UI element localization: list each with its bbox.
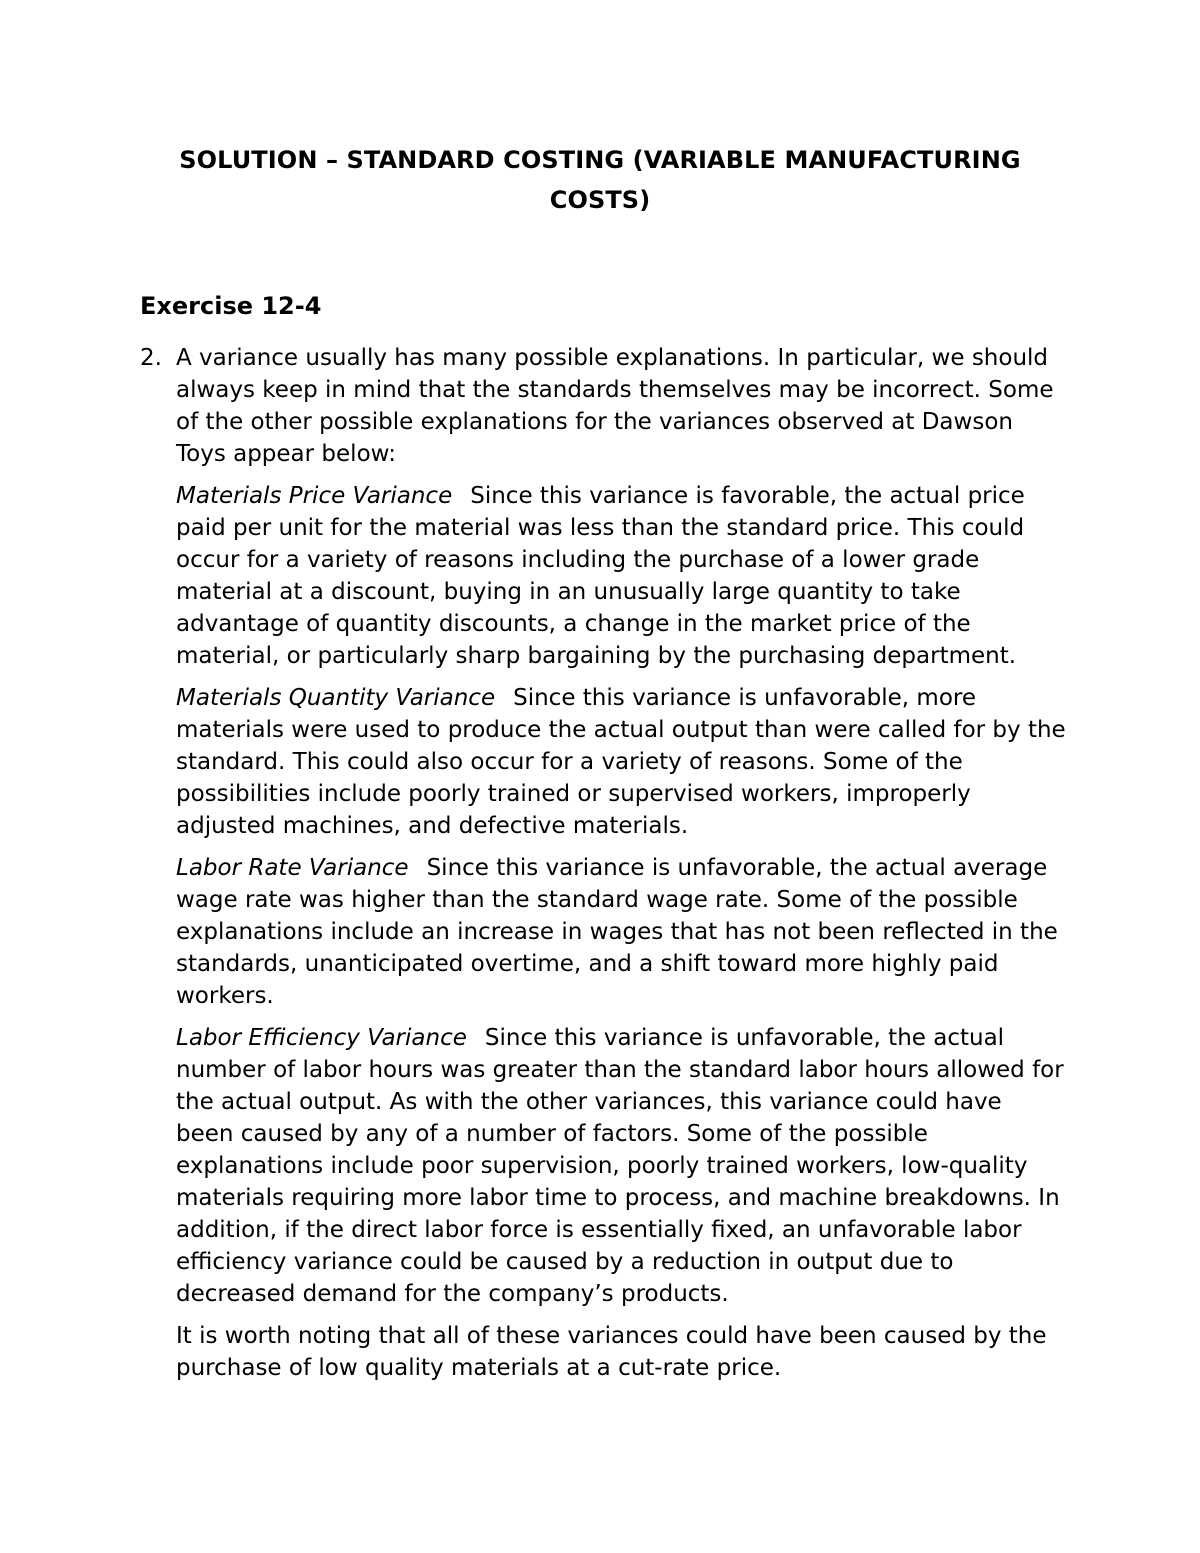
exercise-heading: Exercise 12-4 bbox=[140, 292, 322, 320]
variance-paragraph-labor-rate bbox=[176, 852, 1066, 1012]
item-number: 2. bbox=[140, 345, 162, 371]
variance-term: Materials Quantity Variance bbox=[176, 685, 496, 711]
closing-paragraph: It is worth noting that all of these variances could have been caused by the purchase of low quality materials at a cut-rate price. bbox=[176, 1323, 1047, 1381]
variance-explanation: Since this variance is unfavorable, the actual average wage rate was higher than the standard wage rate. Some of the possible explanations include an increase in wages that has not been reflected in the standards, unanticipated overtime, and a shift toward more highly paid workers. bbox=[176, 855, 1058, 1009]
variance-explanation: Since this variance is unfavorable, the actual number of labor hours was greater than the standard labor hours allowed for the actual output. As with the other variances, this variance could have been caused by any of a number of factors. Some of the possible explanations include poor supervision, poorly trained workers, low-quality materials requiring more labor time to process, and machine breakdowns. In addition, if the direct labor force is essentially fixed, an unfavorable labor efficiency variance could be caused by a reduction in output due to decreased demand for the company’s products. bbox=[176, 1025, 1064, 1307]
variance-term: Labor Rate Variance bbox=[176, 855, 409, 881]
intro-paragraph: A variance usually has many possible explanations. In particular, we should always keep in mind that the standards themselves may be incorrect. Some of the other possible explanations for the variances observed at Dawson Toys appear below: bbox=[176, 345, 1054, 467]
variance-paragraph-labor-efficiency bbox=[176, 1022, 1066, 1310]
variance-explanation: Since this variance is favorable, the actual price paid per unit for the material was less than the standard price. This could occur for a variety of reasons including the purchase of a lower grade material at a discount, buying in an unusually large quantity to take advantage of quantity discounts, a change in the market price of the material, or particularly sharp bargaining by the purchasing department. bbox=[176, 483, 1025, 669]
variance-term: Labor Efficiency Variance bbox=[176, 1025, 467, 1051]
answer-body bbox=[176, 342, 1066, 1394]
document-title: SOLUTION – STANDARD COSTING (VARIABLE MANUFACTURING COSTS) bbox=[179, 146, 1021, 214]
variance-term: Materials Price Variance bbox=[176, 483, 453, 509]
variance-paragraph-materials-price bbox=[176, 480, 1066, 672]
variance-explanation: Since this variance is unfavorable, more materials were used to produce the actual output than were called for by the standard. This could also occur for a variety of reasons. Some of the possibilities include poorly trained or supervised workers, improperly adjusted machines, and defective materials. bbox=[176, 685, 1066, 839]
variance-paragraph-materials-quantity bbox=[176, 682, 1066, 842]
